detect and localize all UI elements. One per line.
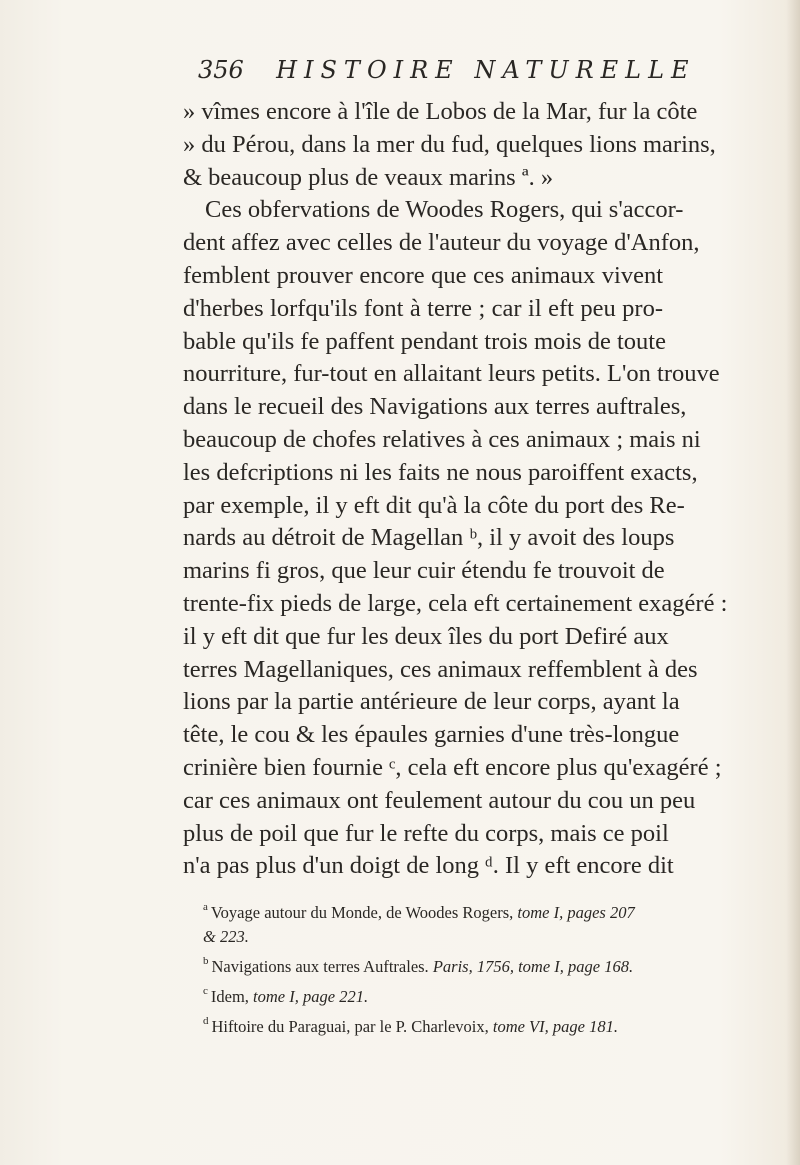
footnote-mark: c xyxy=(203,985,208,997)
footnote-text: Idem, xyxy=(210,987,249,1006)
text-line: il y eft dit que fur les deux îles du port Defiré aux xyxy=(183,622,669,650)
footnote-a xyxy=(203,895,663,925)
text-line: marins fi gros, que leur cuir étendu fe trouvoit de xyxy=(183,557,665,585)
text-line: dent affez avec celles de l'auteur du voyage d'Anfon, xyxy=(183,229,700,257)
text-line: plus de poil que fur le refte du corps, mais ce poil xyxy=(183,819,669,847)
text-line: & beaucoup plus de veaux marins ª. » xyxy=(183,163,554,191)
page-header xyxy=(198,50,696,90)
footnote-ref: Paris, 1756, tome I, page 168. xyxy=(432,957,634,976)
text-line: nards au détroit de Magellan ᵇ, il y avoit des loups xyxy=(183,524,675,552)
text-line: d'herbes lorfqu'ils font à terre ; car il eft peu pro- xyxy=(183,294,663,322)
footnote-mark: b xyxy=(203,955,209,967)
text-line: par exemple, il y eft dit qu'à la côte du port des Re- xyxy=(183,491,685,519)
text-line: crinière bien fournie ᶜ, cela eft encore plus qu'exagéré ; xyxy=(183,753,722,781)
footnote-d xyxy=(203,1009,663,1039)
text-line: beaucoup de chofes relatives à ces animaux ; mais ni xyxy=(183,425,701,453)
text-line: nourriture, fur-tout en allaitant leurs petits. L'on trouve xyxy=(183,360,720,388)
text-line: tête, le cou & les épaules garnies d'une très-longue xyxy=(183,721,680,749)
footnote-text: Navigations aux terres Auftrales. xyxy=(211,957,429,976)
footnote-b xyxy=(203,949,663,979)
text-line: n'a pas plus d'un doigt de long ᵈ. Il y eft encore dit xyxy=(183,852,674,880)
footnote-text: Voyage autour du Monde, de Woodes Rogers, xyxy=(210,903,514,922)
text-line: » du Pérou, dans la mer du fud, quelques lions marins, xyxy=(183,130,716,158)
text-line: femblent prouver encore que ces animaux vivent xyxy=(183,261,663,289)
text-line: dans le recueil des Navigations aux terres auftrales, xyxy=(183,393,687,421)
footnote-mark: a xyxy=(203,901,208,913)
page-number: 356 xyxy=(198,56,244,84)
text-line: car ces animaux ont feulement autour du cou un peu xyxy=(183,786,696,814)
text-line: Ces obfervations de Woodes Rogers, qui s'accor- xyxy=(205,196,684,224)
footnotes xyxy=(203,895,663,1039)
footnote-text: Hiftoire du Paraguai, par le P. Charlevoix, xyxy=(211,1017,489,1036)
footnote-ref: tome VI, page 181. xyxy=(492,1017,618,1036)
running-title: HISTOIRE NATURELLE xyxy=(276,56,696,84)
footnote-mark: d xyxy=(203,1015,209,1027)
text-line: bable qu'ils fe paffent pendant trois mois de toute xyxy=(183,327,666,355)
footnote-ref: tome I, page 221. xyxy=(253,987,369,1006)
footnote-ref: tome I, pages 207 xyxy=(517,903,635,922)
text-line: trente-fix pieds de large, cela eft certainement exagéré : xyxy=(183,589,728,617)
footnote-ref-continuation: & 223. xyxy=(203,927,249,946)
text-line: les defcriptions ni les faits ne nous paroiffent exacts, xyxy=(183,458,698,486)
text-line: lions par la partie antérieure de leur corps, ayant la xyxy=(183,688,680,716)
text-line: terres Magellaniques, ces animaux reffemblent à des xyxy=(183,655,698,683)
page-edge-shadow xyxy=(786,0,800,1165)
text-line: » vîmes encore à l'île de Lobos de la Mar, fur la côte xyxy=(183,98,698,125)
body-text xyxy=(183,96,728,883)
footnote-c xyxy=(203,979,663,1009)
